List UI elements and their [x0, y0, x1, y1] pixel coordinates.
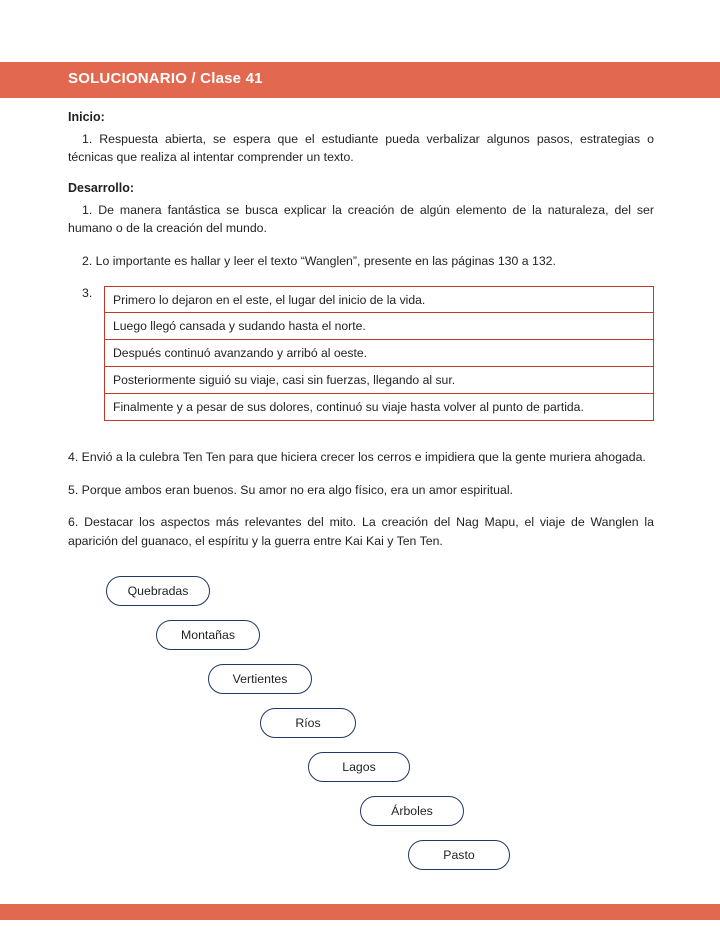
paragraph-desarrollo-2: 2. Lo importante es hallar y leer el texto “Wanglen”, presente en las páginas 130 a 132. — [82, 253, 556, 268]
sequence-box: Después continuó avanzando y arribó al oeste. — [104, 340, 654, 367]
sequence-box: Finalmente y a pesar de sus dolores, continuó su viaje hasta volver al punto de partida. — [104, 394, 654, 421]
sequence-box: Primero lo dejaron en el este, el lugar del inicio de la vida. — [104, 286, 654, 313]
diagram-step-vertientes: Vertientes — [208, 664, 312, 694]
diagram-step-arboles: Árboles — [360, 796, 464, 826]
item-3-number: 3. — [82, 286, 93, 301]
diagram-step-pasto: Pasto — [408, 840, 510, 870]
paragraph-item-5: 5. Porque ambos eran buenos. Su amor no era algo físico, era un amor espiritual. — [68, 482, 513, 497]
paragraph-desarrollo-1: 1. De manera fantástica se busca explicar la creación de algún elemento de la naturaleza, del ser humano o de la creación del mundo. — [68, 202, 654, 236]
paragraph-item-6: 6. Destacar los aspectos más relevantes del mito. La creación del Nag Mapu, el viaje de Wanglen la aparición del guanaco, el espíritu y la guerra entre Kai Kai y Ten Ten. — [68, 515, 654, 548]
section-heading-inicio: Inicio: — [68, 110, 105, 124]
paragraph-inicio-1: 1. Respuesta abierta, se espera que el estudiante pueda verbalizar algunos pasos, estrategias o técnicas que realiza al intentar comprender un texto. — [68, 132, 654, 165]
diagram-step-quebradas: Quebradas — [106, 576, 210, 606]
page-title: SOLUCIONARIO / Clase 41 — [68, 70, 263, 87]
item-3-block — [68, 286, 654, 434]
diagram-step-rios: Ríos — [260, 708, 356, 738]
diagram-step-lagos: Lagos — [308, 752, 410, 782]
sequence-box: Luego llegó cansada y sudando hasta el norte. — [104, 313, 654, 340]
sequence-box-list — [104, 286, 654, 421]
paragraph-item-4: 4. Envió a la culebra Ten Ten para que hiciera crecer los cerros e impidiera que la gente muriera ahogada. — [68, 450, 646, 465]
sequence-box: Posteriormente siguió su viaje, casi sin fuerzas, llegando al sur. — [104, 367, 654, 394]
diagram-step-montanas: Montañas — [156, 620, 260, 650]
section-heading-desarrollo: Desarrollo: — [68, 180, 134, 195]
cascade-diagram — [68, 576, 654, 876]
footer-bar — [0, 904, 720, 920]
document-content — [68, 104, 654, 876]
